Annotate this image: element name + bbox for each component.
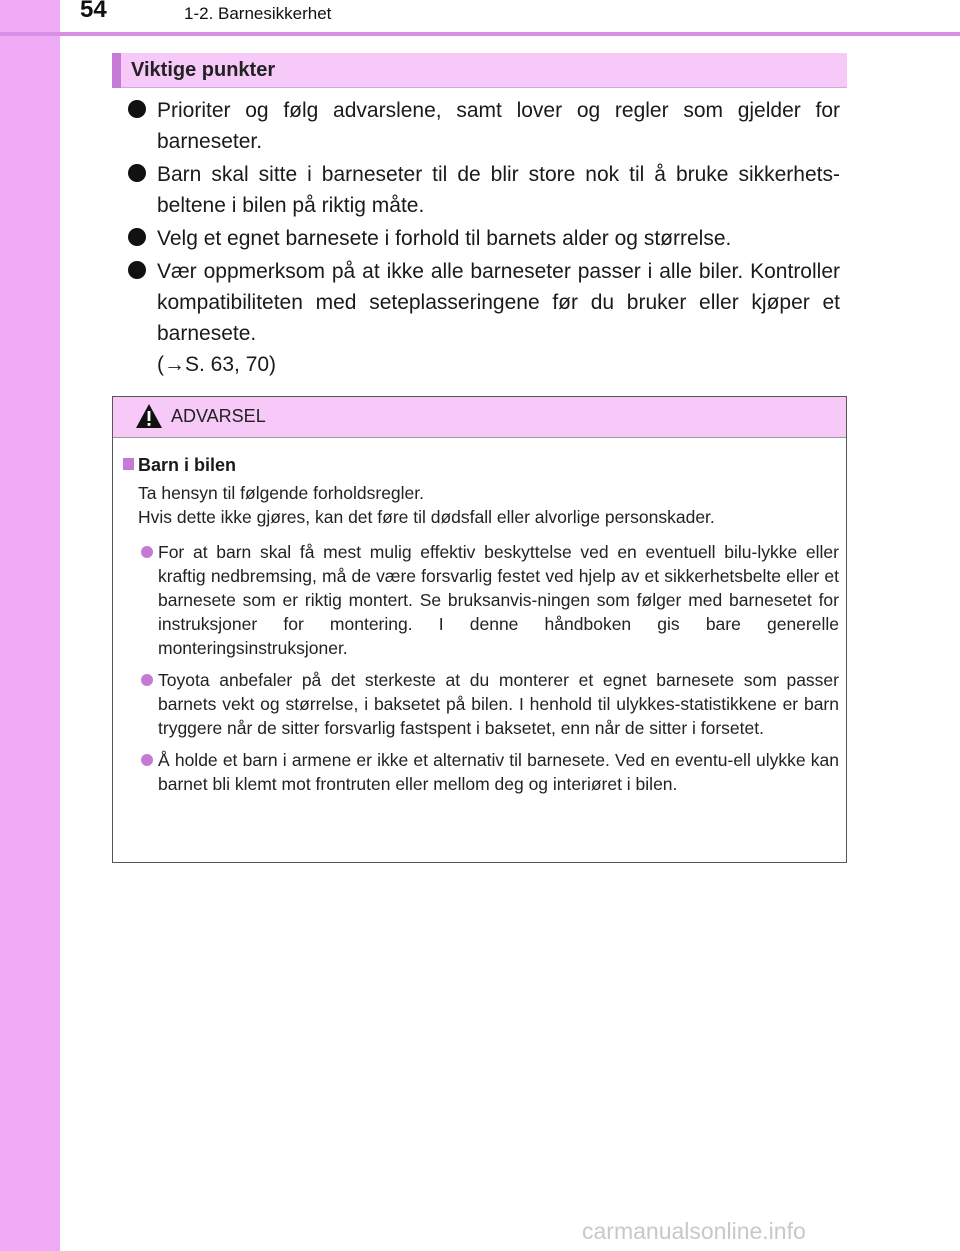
warning-triangle-icon xyxy=(135,403,163,429)
key-points-title: Viktige punkter xyxy=(131,59,276,81)
bullet-icon xyxy=(141,674,153,686)
list-item-text: Prioriter og følg advarslene, samt lover og regler som gjelder for barneseter. xyxy=(157,99,840,153)
bullet-icon xyxy=(128,100,146,118)
bullet-icon xyxy=(128,164,146,182)
section-title: 1-2. Barnesikkerhet xyxy=(184,4,332,23)
side-tab-strip xyxy=(0,0,60,1251)
list-item-text: Vær oppmerksom på at ikke alle barneseter passer i alle biler. Kontroller kompatibiliteten med seteplasseringene før du bruker eller kjøper et barnesete. xyxy=(157,260,840,345)
warning-intro xyxy=(138,481,839,529)
header-accent-bar xyxy=(112,53,121,88)
warning-heading xyxy=(127,454,839,476)
warning-heading-text: Barn i bilen xyxy=(138,455,237,475)
list-item xyxy=(128,256,840,380)
list-item-text: For at barn skal få mest mulig effektiv beskyttelse ved en eventuell bilu-lykke eller kraftig nedbremsing, må de være forsvarlig festet ved hjelp av et sikkerhetsbelte eller et barnesete som er riktig montert. Se bruksanvis-ningen som følger med barnesetet for instruksjoner for montering. I denne håndboken gis bare generelle monteringsinstruksjoner. xyxy=(158,542,839,658)
list-item-text: Barn skal sitte i barneseter til de blir store nok til å bruke sikkerhets-beltene i bilen på riktig måte. xyxy=(157,163,840,217)
page-number: 54 xyxy=(80,0,107,23)
list-item-text: Toyota anbefaler på det sterkeste at du monterer et egnet barnesete som passer barnets vekt og størrelse, i baksetet på bilen. I henhold til ulykkes-statistikkene er barn tryggere når de sitter forsvarlig fastspent i baksetet, enn når de sitter i forsetet. xyxy=(158,670,839,738)
list-item xyxy=(128,159,840,221)
square-bullet-icon xyxy=(123,458,134,470)
list-item xyxy=(128,95,840,157)
key-points-header xyxy=(112,53,847,88)
warning-header xyxy=(113,397,846,438)
list-item-text: Å holde et barn i armene er ikke et alternativ til barnesete. Ved en eventu-ell ulykke kan barnet bli klemt mot frontruten eller mellom deg og interiøret i bilen. xyxy=(158,750,839,794)
warning-label: ADVARSEL xyxy=(171,406,266,426)
header-rule xyxy=(0,32,960,36)
list-item xyxy=(128,223,840,254)
bullet-icon xyxy=(141,754,153,766)
list-item xyxy=(138,748,839,796)
bullet-icon xyxy=(128,228,146,246)
warning-list xyxy=(138,540,839,796)
warning-body xyxy=(127,454,839,804)
watermark: carmanualsonline.info xyxy=(582,1218,806,1244)
list-item-text: Velg et egnet barnesete i forhold til barnets alder og størrelse. xyxy=(157,227,732,250)
key-points-list xyxy=(128,95,840,382)
page-reference: (→S. 63, 70) xyxy=(157,353,277,376)
bullet-icon xyxy=(141,546,153,558)
bullet-icon xyxy=(128,261,146,279)
list-item xyxy=(138,668,839,740)
list-item xyxy=(138,540,839,660)
warning-intro-line: Ta hensyn til følgende forholdsregler. xyxy=(138,483,424,503)
warning-intro-line: Hvis dette ikke gjøres, kan det føre til dødsfall eller alvorlige personskader. xyxy=(138,507,715,527)
warning-box xyxy=(112,396,847,863)
